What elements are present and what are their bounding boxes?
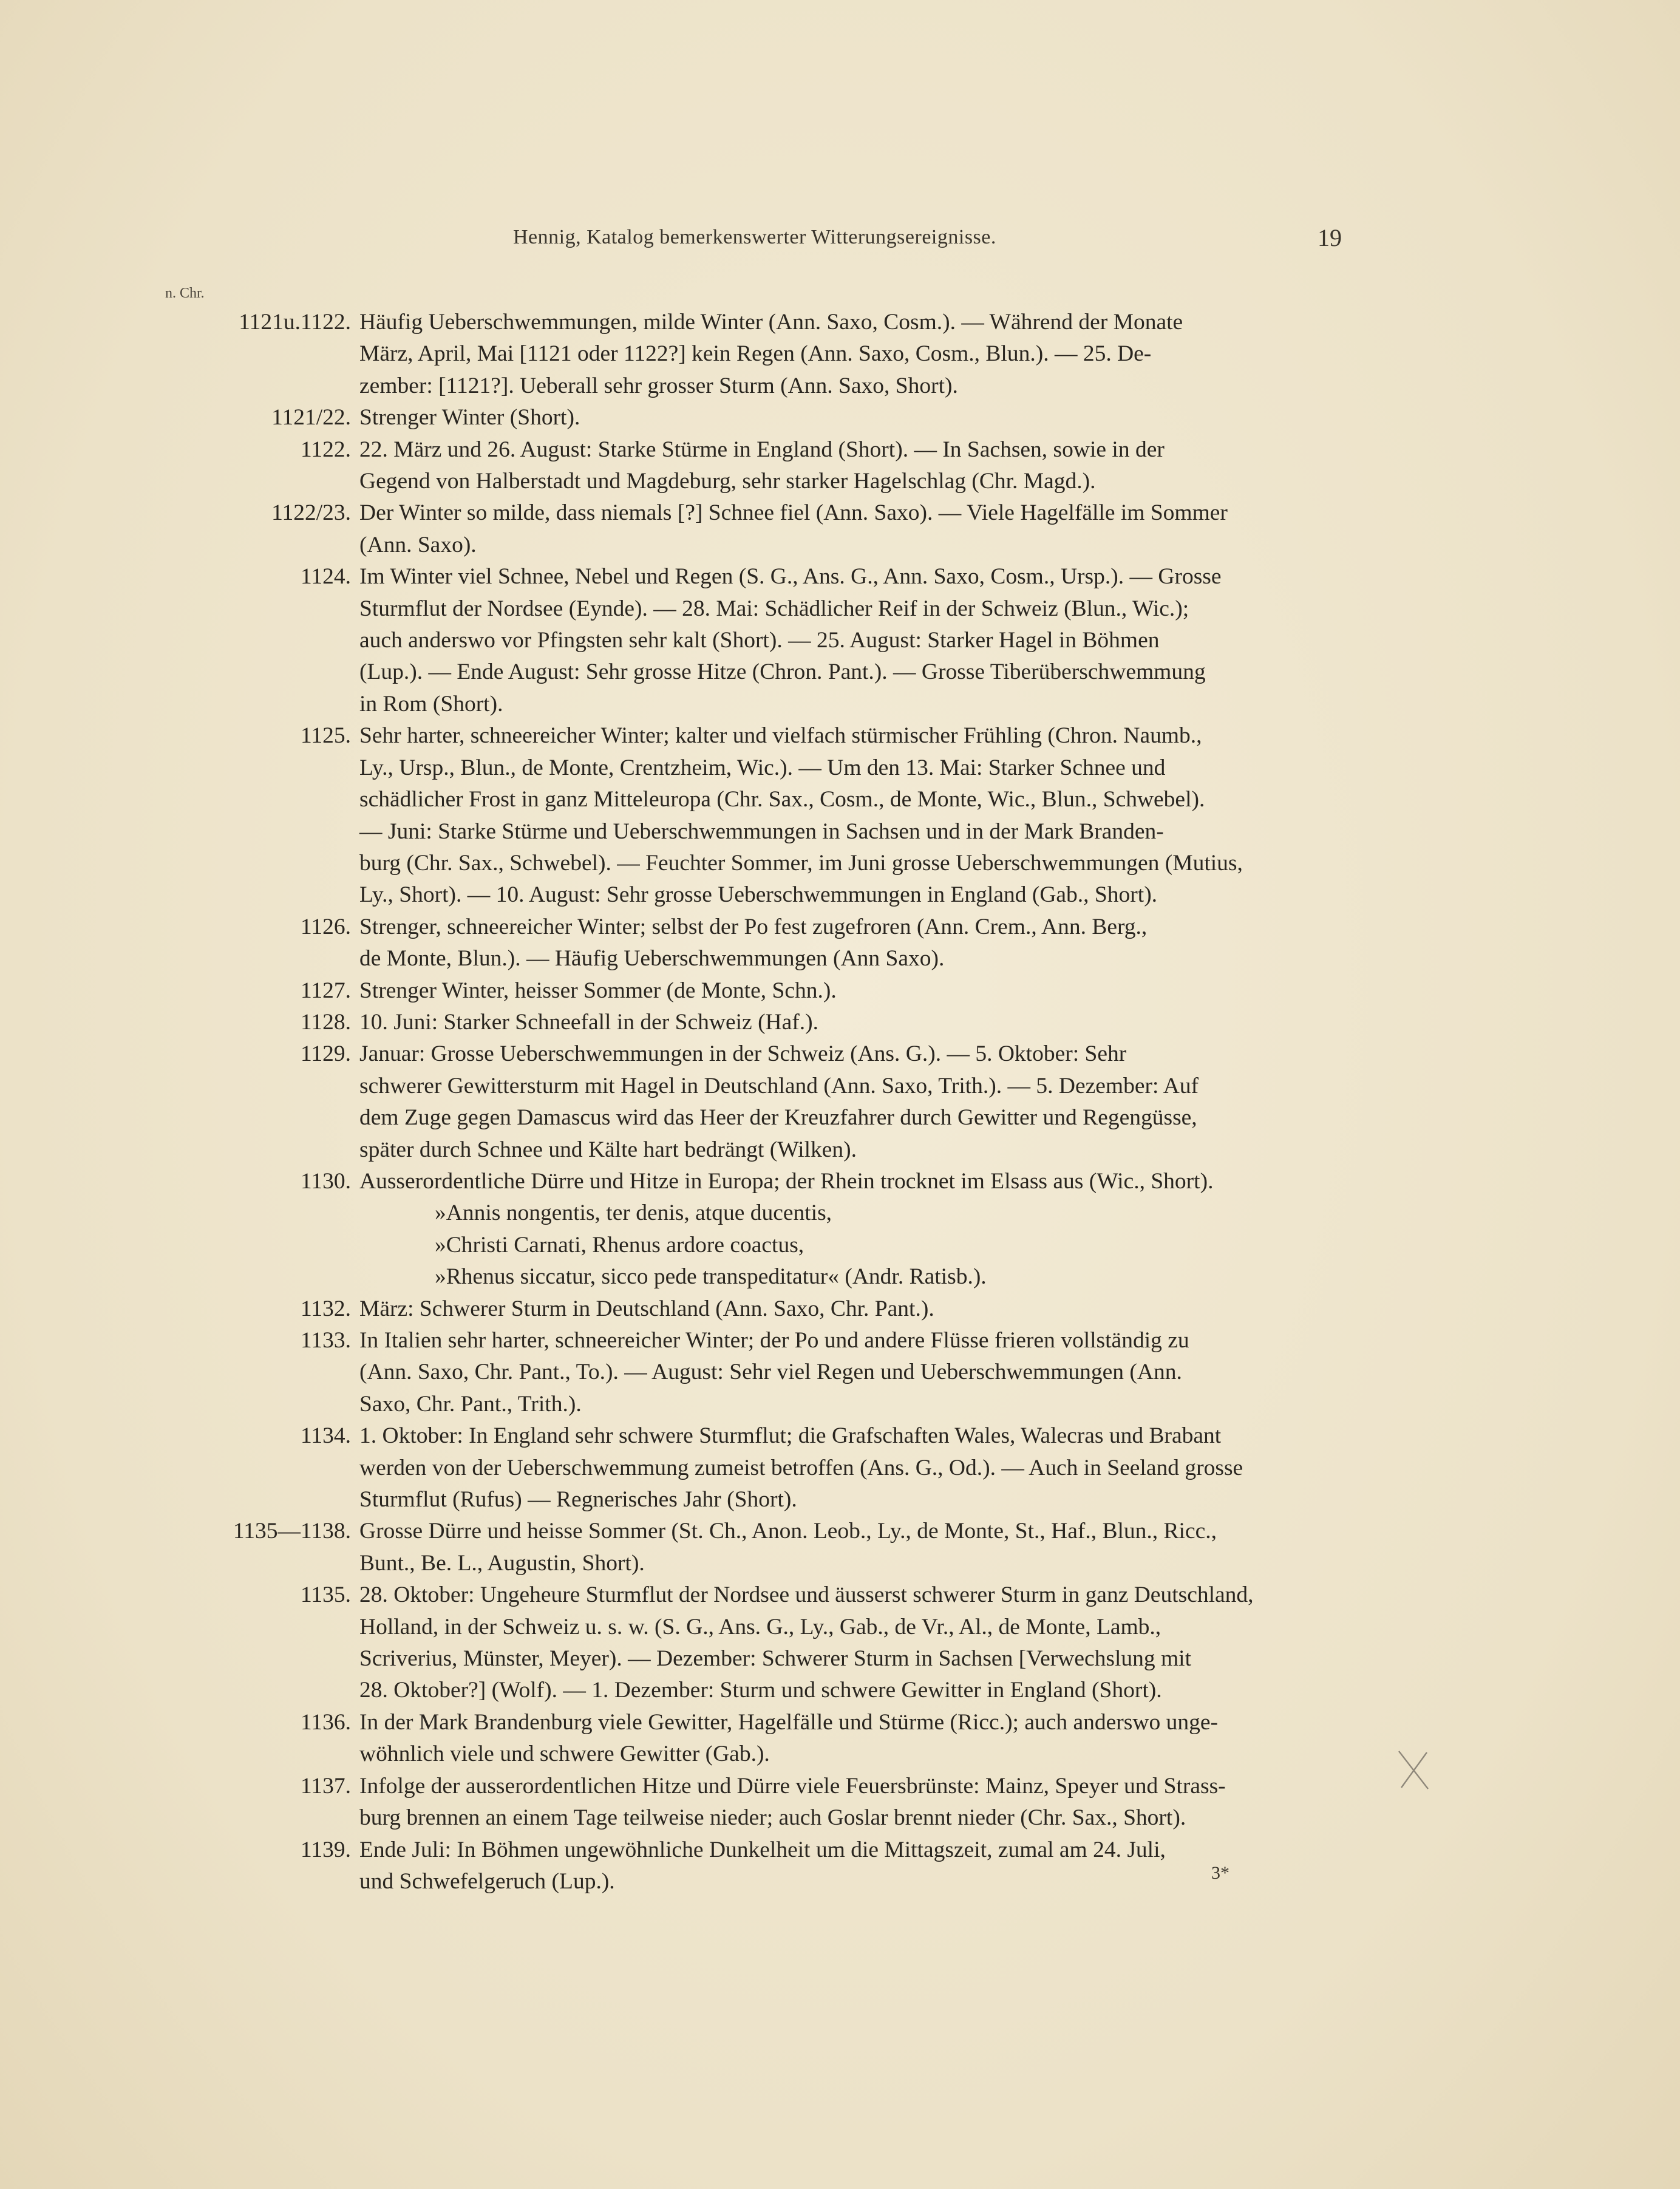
entry-line: (Ann. Saxo, Chr. Pant., To.). — August: Sehr viel Regen und Ueberschwemmungen (Ann. <box>359 1360 1182 1385</box>
entry-line: wöhnlich viele und schwere Gewitter (Gab.). <box>359 1741 770 1767</box>
entry-line: Ende Juli: In Böhmen ungewöhnliche Dunkelheit um die Mittagszeit, zumal am 24. Juli, <box>359 1837 1166 1862</box>
entry <box>182 1834 1378 1898</box>
entry-year: 1122. <box>301 437 351 462</box>
entry-line: Saxo, Chr. Pant., Trith.). <box>359 1391 582 1417</box>
entry <box>182 402 1378 434</box>
entry-text <box>359 1771 1378 1834</box>
entry-line: Gegend von Halberstadt und Magdeburg, sehr starker Hagelschlag (Chr. Magd.). <box>359 469 1096 494</box>
entry-line: zember: [1121?]. Ueberall sehr grosser Sturm (Ann. Saxo, Short). <box>359 373 958 398</box>
pencil-x-mark <box>1396 1749 1430 1791</box>
entry-line: Strenger Winter, heisser Sommer (de Monte, Schn.). <box>359 978 837 1003</box>
entry-line: Ausserordentliche Dürre und Hitze in Europa; der Rhein trocknet im Elsass aus (Wic., Short). <box>359 1168 1214 1194</box>
entry-line: 22. März und 26. August: Starke Stürme in England (Short). — In Sachsen, sowie in der <box>359 437 1165 462</box>
entry-text <box>359 1707 1378 1771</box>
entry-line: In der Mark Brandenburg viele Gewitter, Hagelfälle und Stürme (Ricc.); auch anderswo unge- <box>359 1709 1218 1735</box>
entry-line: und Schwefelgeruch (Lup.). <box>359 1868 615 1894</box>
entry-year: 1130. <box>301 1168 351 1194</box>
entry-line: auch anderswo vor Pfingsten sehr kalt (Short). — 25. August: Starker Hagel in Böhmen <box>359 628 1160 653</box>
entry <box>182 1325 1378 1420</box>
page-number: 19 <box>1318 224 1342 251</box>
entry-line: Holland, in der Schweiz u. s. w. (S. G., Ans. G., Ly., Gab., de Vr., Al., de Monte, Lamb., <box>359 1614 1161 1639</box>
entry <box>182 720 1378 911</box>
entry-line: 10. Juni: Starker Schneefall in der Schweiz (Haf.). <box>359 1009 819 1035</box>
entry-year: 1121/22. <box>271 405 351 431</box>
entry-line: 28. Oktober: Ungeheure Sturmflut der Nordsee und äusserst schwerer Sturm in ganz Deutschland, <box>359 1582 1254 1608</box>
entry-text <box>359 402 1378 434</box>
entry-text <box>359 1325 1378 1420</box>
entry-text <box>359 307 1378 402</box>
entry-year: 1121u.1122. <box>239 310 351 335</box>
signature-mark: 3* <box>1211 1863 1229 1883</box>
entry-line: Infolge der ausserordentlichen Hitze und Dürre viele Feuersbrünste: Mainz, Speyer und Strass- <box>359 1773 1226 1799</box>
entry-line: Der Winter so milde, dass niemals [?] Schnee fiel (Ann. Saxo). — Viele Hagelfälle im Sommer <box>359 500 1228 526</box>
entry <box>182 1038 1378 1166</box>
entry-year: 1133. <box>301 1328 351 1353</box>
entry-line: (Lup.). — Ende August: Sehr grosse Hitze (Chron. Pant.). — Grosse Tiberüberschwemmung <box>359 659 1206 685</box>
entry <box>182 1293 1378 1325</box>
entry-text <box>359 720 1378 911</box>
entry-line: in Rom (Short). <box>359 691 503 717</box>
entry-line: werden von der Ueberschwemmung zumeist betroffen (Ans. G., Od.). — Auch in Seeland grosse <box>359 1455 1243 1480</box>
entry-line: schädlicher Frost in ganz Mitteleuropa (Chr. Sax., Cosm., de Monte, Wic., Blun., Schwebel). <box>359 787 1205 812</box>
running-head: Hennig, Katalog bemerkenswerter Witterungsereignisse. <box>513 226 996 248</box>
entry-text <box>359 434 1378 498</box>
entry-line: dem Zuge gegen Damascus wird das Heer der Kreuzfahrer durch Gewitter und Regengüsse, <box>359 1105 1197 1131</box>
entry-line: — Juni: Starke Stürme und Ueberschwemmungen in Sachsen und in der Mark Branden- <box>359 819 1164 844</box>
entry-line: 28. Oktober?] (Wolf). — 1. Dezember: Sturm und schwere Gewitter in England (Short). <box>359 1678 1162 1703</box>
entry-line: Sturmflut (Rufus) — Regnerisches Jahr (Short). <box>359 1487 797 1513</box>
entry <box>182 1771 1378 1834</box>
entry-text <box>359 497 1378 561</box>
entry <box>182 434 1378 498</box>
entry <box>182 1007 1378 1038</box>
entry-line: schwerer Gewittersturm mit Hagel in Deutschland (Ann. Saxo, Trith.). — 5. Dezember: Auf <box>359 1073 1199 1098</box>
entry-line: Im Winter viel Schnee, Nebel und Regen (S. G., Ans. G., Ann. Saxo, Cosm., Ursp.). — Grosse <box>359 564 1222 590</box>
entry-line: de Monte, Blun.). — Häufig Ueberschwemmungen (Ann Saxo). <box>359 946 945 972</box>
entry-line: burg (Chr. Sax., Schwebel). — Feuchter Sommer, im Juni grosse Ueberschwemmungen (Mutius, <box>359 850 1243 876</box>
entry-line: (Ann. Saxo). <box>359 532 477 557</box>
entry-line: Scriverius, Münster, Meyer). — Dezember: Schwerer Sturm in Sachsen [Verwechslung mit <box>359 1646 1192 1672</box>
entry-line: später durch Schnee und Kälte hart bedrängt (Wilken). <box>359 1137 857 1162</box>
entry-text <box>359 1038 1378 1166</box>
entry-year: 1127. <box>301 978 351 1003</box>
entry-line: Bunt., Be. L., Augustin, Short). <box>359 1550 645 1576</box>
entry <box>182 561 1378 720</box>
entry-text <box>359 561 1378 720</box>
entry-text <box>359 911 1378 975</box>
entry <box>182 1166 1378 1293</box>
verse-line: »Annis nongentis, ter denis, atque ducentis, <box>435 1200 832 1226</box>
entry-text <box>359 1579 1378 1707</box>
entry-year: 1135. <box>301 1582 351 1608</box>
entry-line: Grosse Dürre und heisse Sommer (St. Ch., Anon. Leob., Ly., de Monte, St., Haf., Blun., Ricc., <box>359 1519 1217 1544</box>
entry <box>182 1420 1378 1516</box>
entry-text <box>359 1293 1378 1325</box>
entry-line: In Italien sehr harter, schneereicher Winter; der Po und andere Flüsse frieren vollständig zu <box>359 1328 1189 1353</box>
entry-line: März, April, Mai [1121 oder 1122?] kein Regen (Ann. Saxo, Cosm., Blun.). — 25. De- <box>359 341 1152 367</box>
entry-year: 1128. <box>301 1009 351 1035</box>
verse-line: »Rhenus siccatur, sicco pede transpeditatur« (Andr. Ratisb.). <box>435 1264 987 1290</box>
entry-line: Sturmflut der Nordsee (Eynde). — 28. Mai: Schädlicher Reif in der Schweiz (Blun., Wic.); <box>359 596 1189 621</box>
entry-line: Januar: Grosse Ueberschwemmungen in der Schweiz (Ans. G.). — 5. Oktober: Sehr <box>359 1041 1127 1067</box>
era-label: n. Chr. <box>165 285 205 301</box>
entry <box>182 1707 1378 1771</box>
entry-list <box>182 307 1378 1898</box>
entry-line: Strenger Winter (Short). <box>359 405 580 431</box>
entry-text <box>359 1516 1378 1579</box>
entry <box>182 1579 1378 1707</box>
entry <box>182 307 1378 402</box>
entry-year: 1136. <box>301 1709 351 1735</box>
entry-line: 1. Oktober: In England sehr schwere Sturmflut; die Grafschaften Wales, Walecras und Brabant <box>359 1423 1222 1449</box>
entry-line: Strenger, schneereicher Winter; selbst der Po fest zugefroren (Ann. Crem., Ann. Berg., <box>359 914 1148 939</box>
entry-year: 1139. <box>301 1837 351 1862</box>
entry <box>182 911 1378 975</box>
entry <box>182 975 1378 1007</box>
entry-line: Sehr harter, schneereicher Winter; kalter und vielfach stürmischer Frühling (Chron. Naumb., <box>359 723 1202 749</box>
entry-text <box>359 1007 1378 1038</box>
entry-line: burg brennen an einem Tage teilweise nieder; auch Goslar brennt nieder (Chr. Sax., Short). <box>359 1805 1186 1831</box>
entry-year: 1122/23. <box>271 500 351 526</box>
entry <box>182 1516 1378 1579</box>
entry-text <box>359 1166 1378 1293</box>
entry-year: 1132. <box>301 1296 351 1321</box>
entry-text <box>359 975 1378 1007</box>
entry-year: 1124. <box>301 564 351 590</box>
entry <box>182 497 1378 561</box>
entry-text <box>359 1420 1378 1516</box>
entry-line: Häufig Ueberschwemmungen, milde Winter (Ann. Saxo, Cosm.). — Während der Monate <box>359 310 1183 335</box>
entry-year: 1135—1138. <box>233 1519 351 1544</box>
entry-line: März: Schwerer Sturm in Deutschland (Ann. Saxo, Chr. Pant.). <box>359 1296 934 1321</box>
entry-year: 1134. <box>301 1423 351 1449</box>
entry-year: 1129. <box>301 1041 351 1067</box>
entry-line: Ly., Short). — 10. August: Sehr grosse Ueberschwemmungen in England (Gab., Short). <box>359 882 1158 908</box>
entry-year: 1125. <box>301 723 351 749</box>
verse-line: »Christi Carnati, Rhenus ardore coactus, <box>435 1232 804 1258</box>
entry-line: Ly., Ursp., Blun., de Monte, Crentzheim, Wic.). — Um den 13. Mai: Starker Schnee und <box>359 755 1166 780</box>
entry-year: 1126. <box>301 914 351 939</box>
entry-year: 1137. <box>301 1773 351 1799</box>
